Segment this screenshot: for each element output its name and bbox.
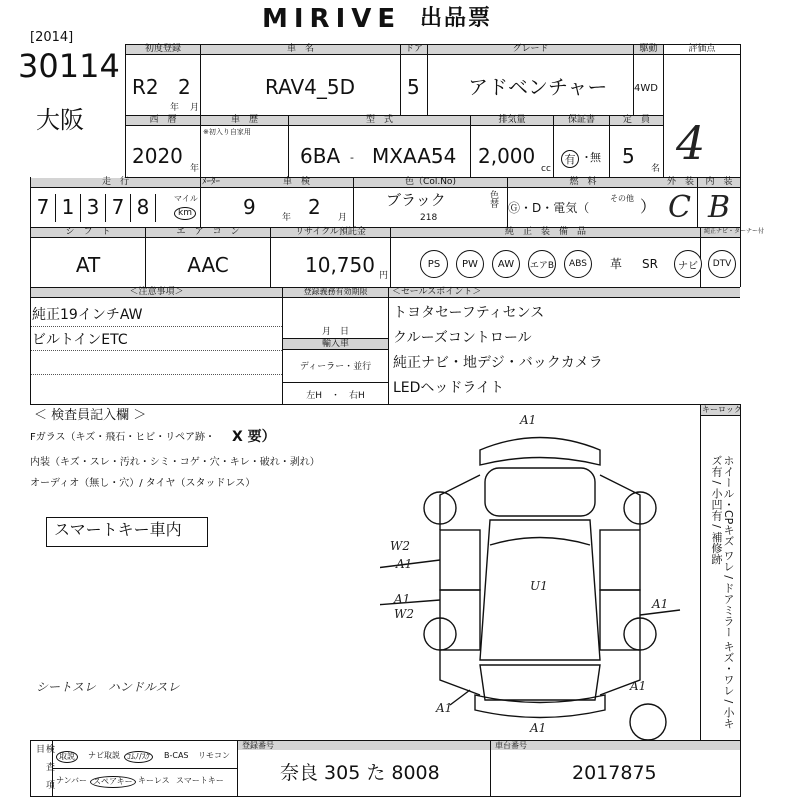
seats: 5 [622,144,635,168]
label-fuel: 燃 料 [569,177,597,187]
label-exterior: 外 装 [666,177,694,187]
seats-unit: 名 [651,164,661,174]
right-front-door [600,530,640,590]
car-name: RAV4_5D [265,75,356,99]
reg-nen: 年 [170,103,180,113]
check-plate: ナンバー [56,776,88,785]
label-check-items: 検 査 項 目 [34,744,54,798]
inspection-nen: 年 [282,213,292,223]
check-compact-sc: ｺﾑﾉ/ｽｸ [124,751,153,763]
left-rear-fender [440,650,480,695]
label-car-name: 車 名 [286,44,314,54]
label-drive: 駆動 [639,44,658,54]
keylock-notes: ホイール・CPキズ ワレ / ドアミラー キズ・ワレ / 小キズ有 / 小凹有 / 補修跡 [710,455,735,729]
label-displacement: 排気量 [498,115,526,125]
lot-number: 30114 [18,47,120,85]
glass-x: X 要） [232,429,276,445]
equip-dtv: DTV [708,250,736,278]
equip-abs: ABS [564,250,592,278]
area-label: 大阪 [36,106,84,134]
plate-number: 奈良 305 た 8008 [280,762,440,784]
left-front-fender [440,475,480,530]
note-line: ビルトインETC [32,332,128,348]
damage-mark: U1 [530,579,548,593]
fuel-other: その他 [610,194,634,203]
check-nav-manual: ナビ取説 [88,751,120,760]
damage-mark: A1 [630,679,647,693]
year-nen: 年 [190,164,200,174]
label-history: 車 歴 [230,115,258,125]
brand-logo: MIRIVE [262,4,402,34]
check-bcas: B-CAS [164,751,189,760]
front-bumper [480,438,600,466]
check-smartkey: スマートキー [176,776,224,785]
reg-month: 2 [178,75,191,99]
label-keylock: キーロック [702,405,742,414]
year-ad: 2020 [132,144,183,168]
rear-hatch [480,665,600,700]
label-inspection: 車 検 [282,177,310,187]
damage-mark: A1 [436,701,453,715]
inspection-tsuki: 月 [338,213,348,223]
unit-mile: マイル [174,194,198,203]
sales-point: LEDヘッドライト [393,380,505,396]
air-conditioner: AAC [187,253,229,277]
glass-note: Fガラス（キズ・飛石・ヒビ・リペア跡・ [30,432,216,443]
left-rear-door [440,590,480,650]
history-note: ※初入り自家用 [203,128,251,136]
interior-grade: B [708,190,731,225]
label-notes: ＜注意事項＞ [129,287,184,297]
warranty-no: 無 [590,151,601,164]
reg-tsuki: 月 [190,103,200,113]
equip-aw: AW [492,250,520,278]
label-sales-points: ＜セールスポイント＞ [392,287,482,297]
check-manual: 取説 [56,751,78,763]
equip-airbag: エアB [528,250,556,278]
label-reg-expiry: 登録義務有効期限 [303,287,368,296]
label-door: ドア [405,44,423,54]
smartkey-note: スマートキー車内 [54,520,182,539]
mark-leader [450,690,470,705]
mileage-digit: 1 [61,195,75,219]
hood [485,468,595,516]
label-grade: グレード [512,44,549,54]
label-chassis: 車台番号 [495,741,527,750]
audio-tire-note: オーディオ（無し・穴）/ タイヤ（スタッドレス） [30,478,256,489]
fuel-close: ） [640,197,657,216]
label-import: 輸入車 [321,339,349,349]
damage-mark: A1 [520,413,537,427]
left-front-door [440,530,480,590]
unit-km: km [174,207,196,220]
reg-era: R2 [132,75,159,99]
equip-sunroof: SR [642,257,658,271]
label-nav-tuner: 純正ナビ・ターナー付 [704,228,765,235]
handle-side: 左H ・ 右H [306,391,365,401]
sales-point: クルーズコントロール [393,330,532,346]
warranty-yes: 有 [561,150,579,168]
label-color: 色（Col.No) [405,177,456,187]
equip-pw: PW [456,250,484,278]
exterior-grade: C [668,190,691,225]
inspection-year: 9 [243,195,256,219]
damage-mark: W2 [390,539,410,553]
label-seireki: 西 暦 [149,115,177,125]
check-keyless: キーレス [138,776,170,785]
label-ac: エ ア コ ン [176,227,240,237]
label-first-reg: 初度登録 [144,44,181,54]
inspection-month: 2 [308,195,321,219]
damage-mark: A1 [394,592,411,606]
import-dealer: ディーラー・並行 [299,362,372,372]
label-model: 型 式 [365,115,393,125]
damage-mark: A1 [396,557,413,571]
sheet-title: 出品票 [420,6,493,31]
damage-mark: A1 [652,597,669,611]
windshield [490,538,590,546]
label-score: 評価点 [688,44,716,54]
mileage-digit: 7 [36,195,50,219]
equip-leather: 革 [610,257,623,271]
shift: AT [75,253,101,277]
mileage-digit: 7 [111,195,125,219]
seat-wear-note: シートスレ ハンドルスレ [36,680,180,694]
sales-point: 純正ナビ・地デジ・バックカメラ [393,355,603,371]
label-seats: 定 員 [622,115,650,125]
disp-unit: cc [541,164,551,174]
color-number: 218 [420,213,438,223]
label-recycle: リサイクル預託金 [295,227,366,237]
label-shift: シ フ ト [65,227,111,237]
color-name: ブラック [386,191,446,209]
recycle-unit: 円 [379,271,389,281]
equip-ps: PS [420,250,448,278]
recycle-fee: 10,750 [305,253,375,277]
right-rear-door [600,590,640,650]
grade: アドベンチャー [468,75,608,99]
label-mileage: 走 行 [101,177,129,187]
reg-expiry-date: 月 日 [322,327,350,337]
mileage-digit: 8 [136,195,150,219]
car-damage-diagram [380,410,700,750]
equip-nav: ナビ [674,250,702,278]
label-inspector: ＜ 検査員記入欄 ＞ [34,408,147,423]
check-spare-key: スペアキー [90,776,136,788]
drive-type: 4WD [634,83,658,94]
rear-bumper [475,695,605,718]
sales-point: トヨタセーフティセンス [393,305,545,321]
damage-mark: A1 [530,721,547,735]
spare-wheel [630,704,666,740]
door-count: 5 [407,75,420,99]
warranty-sep: ・ [581,151,592,164]
note-line: 純正19インチAW [32,307,143,323]
label-plate: 登録番号 [242,741,274,750]
color-change-label: 色替 [488,190,498,208]
chassis-number: 2017875 [572,762,657,784]
auction-sheet: MIRIVE 出品票 [2014] 30114 大阪 初度登録 車 名 ドア グレード 駆動 評価点 R2 2 年 月 RAV4_5D 5 アドベンチャー 4WD 西 暦 車 歴 ※初入り自家用 型 式 排気量 保証書 定 員 2020 年 6BA - MXAA54 2,000 cc 有 ・ 無 5 名 4 走 行 ﾒｰﾀｰ 車 検 色（Col.No) 燃 料 外 装 内 装 7 1 3 7 8 マイル km 9 年 2 月 ブラック 218 色替 Ⓖ・D・電気（ その他 ） C B シ フ ト エ ア コ ン リサイクル預託金 純 正 装 備 品 純正ナビ・ターナー付 AT AAC 10,750 円 PS PW AW エアB ABS 革 SR ナビ DTV ＜注意事項＞ 登録義務有効期限 ＜セールスポイント＞ 純正19インチAW ビルトインETC 月 日 輸入車 ディーラー・並行 左H ・ 右H トヨタセーフティセンス クルーズコントロール 純正ナビ・地デジ・バックカメラ LEDヘッドライト ＜ 検査員記入欄 ＞ Fガラス（キズ・飛石・ヒビ・リペア跡・ X 要） 内装（キズ・スレ・汚れ・シミ・コゲ・穴・キレ・破れ・剥れ） オーディオ（無し・穴）/ タイヤ（スタッドレス） スマートキー車内 シートスレ ハンドルスレ キーロック ホイール・CPキズ ワレ / ドアミラー キズ・ワレ / 小キズ有 / 小凹有 / 補修跡 A1 U1 W2 A1 A1 W2 A1 A1 A1 A1 検 査 項 目 取説 ナビ取説 ｺﾑﾉ/ｽｸ B-CAS リモコン ナンバー スペアキー キーレス スマートキー 登録番号 奈良 305 た 8008 車台番号 2017875 [18,4,765,798]
label-meter: ﾒｰﾀｰ [202,177,221,187]
fuel-type: Ⓖ・D・電気（ [508,201,590,215]
label-interior: 内 装 [705,177,733,187]
label-warranty: 保証書 [567,115,595,125]
displacement: 2,000 [478,144,536,168]
overall-score: 4 [676,116,706,170]
label-equipment: 純 正 装 備 品 [504,227,586,237]
mileage-digit: 3 [86,195,100,219]
check-remote: リモコン [198,751,230,760]
right-front-fender [600,475,640,530]
damage-mark: W2 [394,607,414,621]
model-prefix: 6BA [300,144,341,168]
year-tag: [2014] [30,30,74,45]
model-code: MXAA54 [372,144,457,168]
interior-note: 内装（キズ・スレ・汚れ・シミ・コゲ・穴・キレ・破れ・剥れ） [30,457,320,468]
